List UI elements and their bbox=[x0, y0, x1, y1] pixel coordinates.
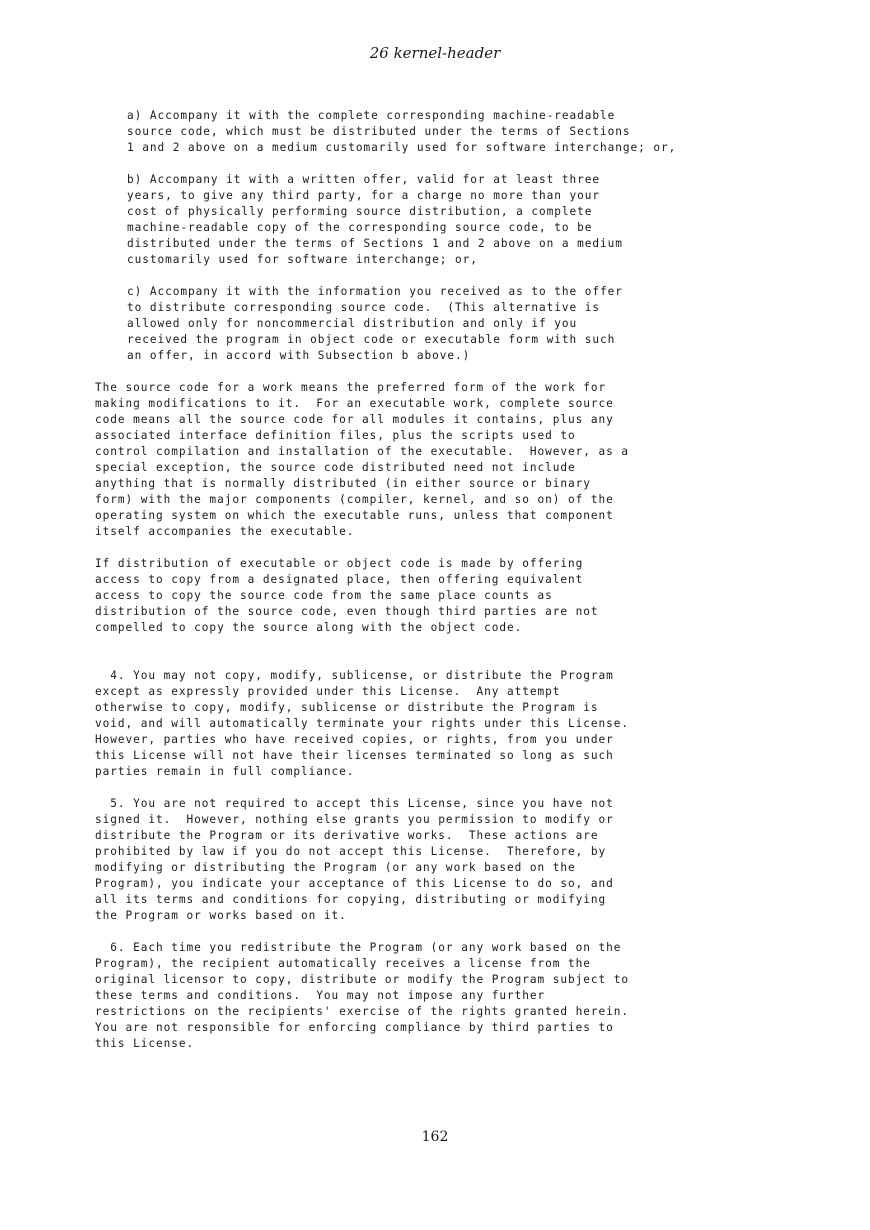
page-header: 26 kernel-header bbox=[369, 44, 501, 62]
paragraph-section-5: 5. You are not required to accept this License, since you have not signed it. However, nothing else grants you permission to modify or distribute the Program or its derivative works. These actions are prohibited by law if you do not accept this License. Therefore, by modifying or distributing the Program (or any work based on the Program), you indicate your acceptance of this License to do so, and all its terms and conditions for copying, distributing or modifying the Program or works based on it. bbox=[95, 797, 614, 922]
paragraph-clause-a: a) Accompany it with the complete corresponding machine-readable source code, which must be distributed under the terms of Sections 1 and 2 above on a medium customarily used for software interchange; or, bbox=[127, 109, 677, 154]
page-number: 162 bbox=[421, 1129, 449, 1145]
paragraph-distribution-offering: If distribution of executable or object code is made by offering access to copy from a designated place, then offering equivalent access to copy the source code from the same place counts as distribution of the source code, even though third parties are not compelled to copy the source along with the object code. bbox=[95, 557, 599, 634]
paragraph-section-4: 4. You may not copy, modify, sublicense, or distribute the Program except as expressly provided under this License. Any attempt otherwise to copy, modify, sublicense or distribute the Program is void, and will automatically terminate your rights under this License. However, parties who have received copies, or rights, from you under this License will not have their licenses terminated so long as such parties remain in full compliance. bbox=[95, 669, 630, 778]
paragraph-clause-c: c) Accompany it with the information you received as to the offer to distribute corresponding source code. (This alternative is allowed only for noncommercial distribution and only if you received the program in object code or executable form with such an offer, in accord with Subsection b above.) bbox=[127, 285, 623, 362]
paragraph-clause-b: b) Accompany it with a written offer, valid for at least three years, to give any third party, for a charge no more than your cost of physically performing source distribution, a complete machine-readable copy of the corresponding source code, to be distributed under the terms of Sections 1 and 2 above on a medium customarily used for software interchange; or, bbox=[127, 173, 623, 266]
paragraph-source-code-definition: The source code for a work means the preferred form of the work for making modifications to it. For an executable work, complete source code means all the source code for all modules it contains, plus any associated interface definition files, plus the scripts used to control compilation and installation of the executable. However, as a special exception, the source code distributed need not include anything that is normally distributed (in either source or binary form) with the major components (compiler, kernel, and so on) of the operating system on which the executable runs, unless that component itself accompanies the executable. bbox=[95, 381, 630, 538]
paragraph-section-6: 6. Each time you redistribute the Program (or any work based on the Program), the recipient automatically receives a license from the original licensor to copy, distribute or modify the Program subject to these terms and conditions. You may not impose any further restrictions on the recipients' exercise of the rights granted herein. You are not responsible for enforcing compliance by third parties to this License. bbox=[95, 941, 630, 1050]
page-body bbox=[95, 108, 845, 1052]
